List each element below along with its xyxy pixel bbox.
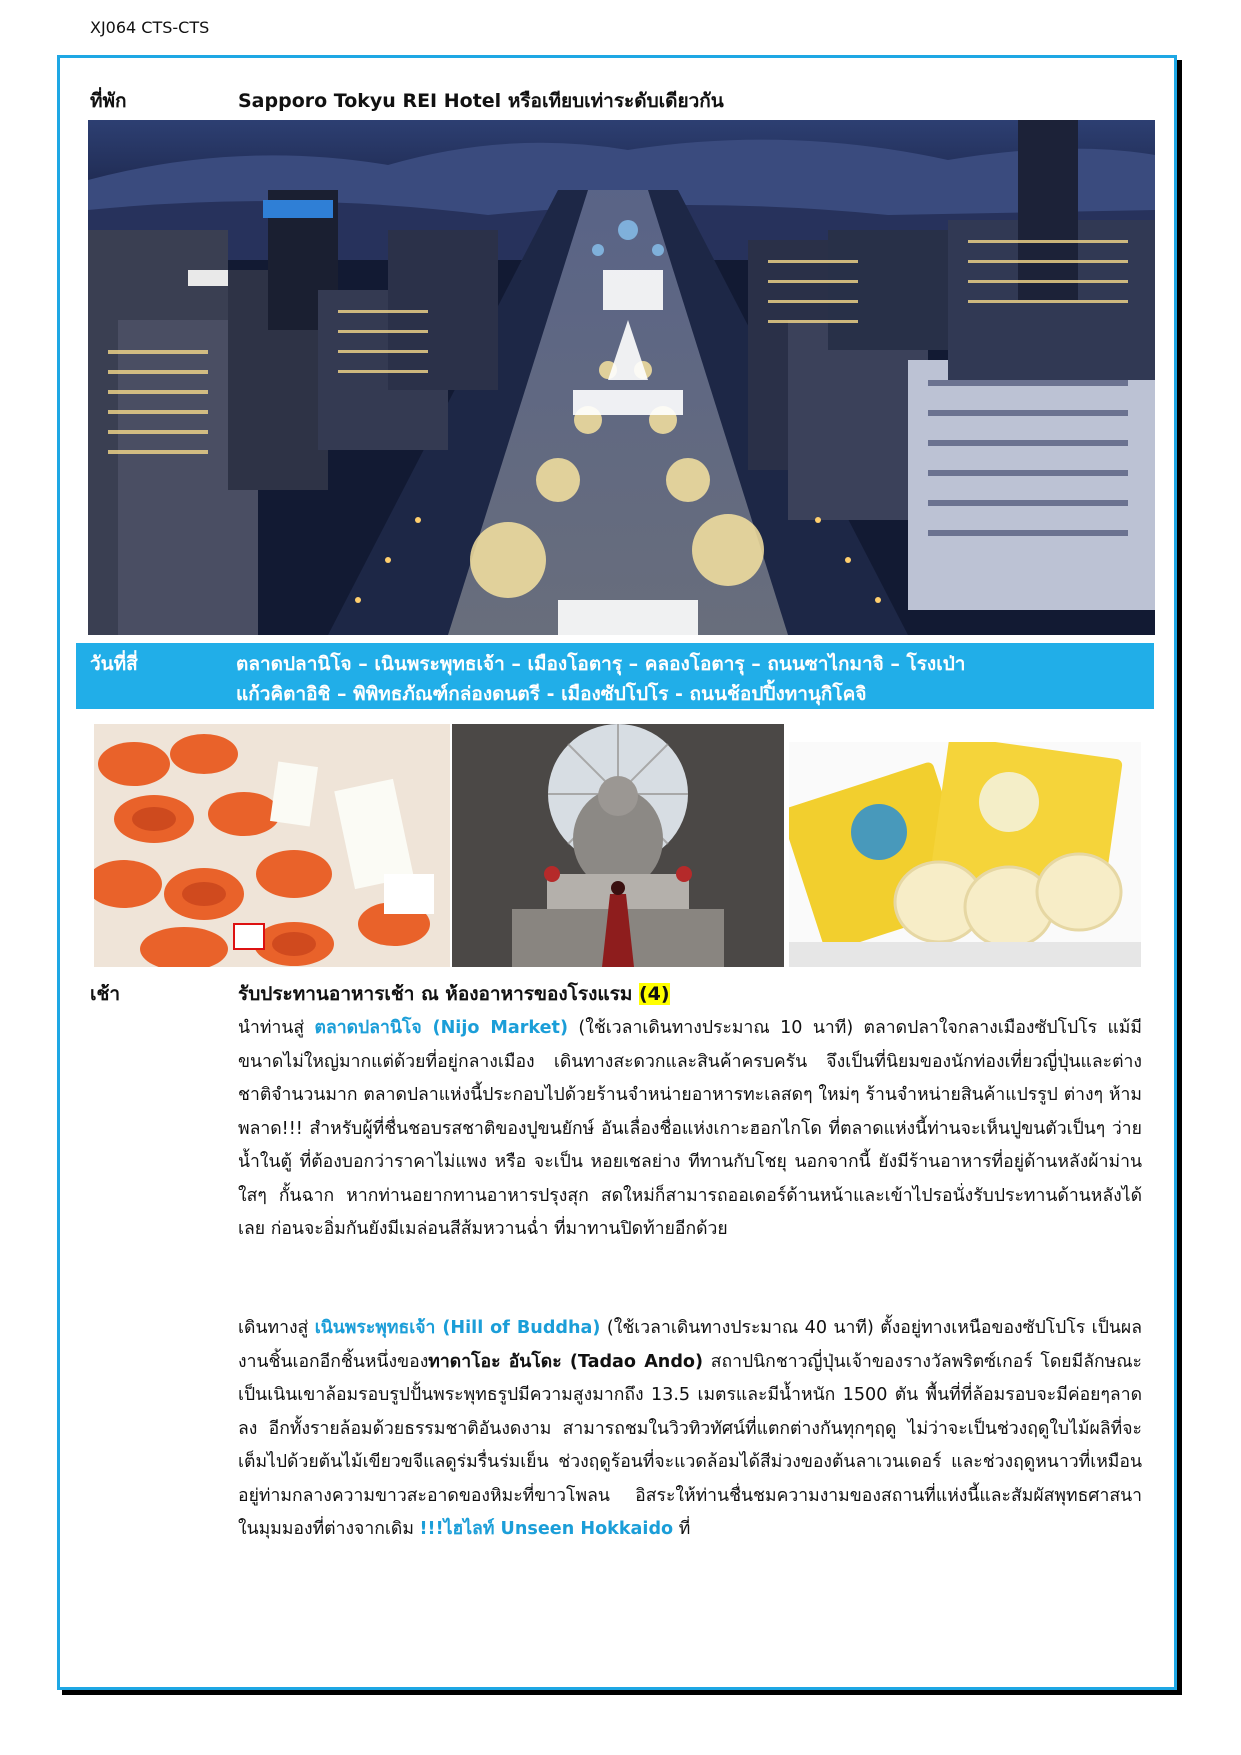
para2-mid: (ใช้เวลาเดินทางประมาณ 40 นาที) ตั้งอยู่ทางเหนือของซัปโปโร เป็นผลงานชิ้นเอกอีกชิ้นหนึ่งของ: [238, 1318, 1142, 1372]
para1-intro: นำท่านสู่: [238, 1018, 315, 1038]
sapporo-night-illustration: [88, 120, 1155, 635]
hill-of-buddha-photo: [452, 724, 784, 967]
breakfast-line: [238, 979, 670, 1009]
hill-of-buddha-paragraph: [238, 1312, 1142, 1547]
sapporo-night-photo: [88, 120, 1155, 635]
hotel-label: ที่พัก: [90, 90, 127, 112]
nijo-market-link: ตลาดปลานิโจ (Nijo Market): [314, 1018, 569, 1038]
day-banner: [76, 643, 1154, 709]
buddha-illustration: [452, 724, 784, 967]
para2-body: สถาปนิกชาวญี่ปุ่นเจ้าของรางวัลพริตซ์เกอร์ โดยมีลักษณะเป็นเนินเขาล้อมรอบรูปปั้นพระพุทธรูปมีความสูงมากถึง 13.5 เมตรและมีน้ำหนัก 1500 ตัน พื้นที่ที่ล้อมรอบจะมีค่อยๆลาดลง อีกทั้งรายล้อมด้วยธรรมชาติอันงดงาม สามารถชมในวิวทิวทัศน์ที่แตกต่างกันทุกๆฤดู ไม่ว่าจะเป็นช่วงฤดูใบไม้ผลิที่จะเต็มไปด้วยต้นไม้เขียวขจีแลดูร่มรื่นร่มเย็น ช่วงฤดูร้อนที่จะแวดล้อมได้สีม่วงของต้นลาเวนเดอร์ และช่วงฤดูหนาวที่เหมือนอยู่ท่ามกลางความขาวสะอาดของหิมะที่ขาวโพลน อิสระให้ท่านชื่นชมความงามของสถานที่แห่งนี้และสัมผัสพุทธศาสนาในมุมมองที่ต่างจากเดิม: [238, 1351, 1142, 1539]
document-code: XJ064 CTS-CTS: [90, 18, 210, 37]
architect-name: ทาดาโอะ อันโดะ (Tadao Ando): [428, 1351, 704, 1372]
day-route-line2: แก้วคิตาอิชิ – พิพิทธภัณฑ์กล่องดนตรี - เมืองซัปโปโร - ถนนช้อปปิ้งทานุกิโคจิ: [236, 683, 867, 705]
morning-label: เช้า: [90, 983, 121, 1005]
otaru-fromage-photo: [789, 742, 1141, 967]
para1-body: (ใช้เวลาเดินทางประมาณ 10 นาที) ตลาดปลาใจกลางเมืองซัปโปโร แม้มีขนาดไม่ใหญ่มากแต่ด้วยที่อยู่กลางเมือง เดินทางสะดวกและสินค้าครบครัน จึงเป็นที่นิยมของนักท่องเที่ยวญี่ปุ่นและต่างชาติจำนวนมาก ตลาดปลาแห่งนี้ประกอบไปด้วยร้านจำหน่ายอาหารทะเลสดๆ ใหม่ๆ ร้านจำหน่ายสินค้าแปรรูป ต่างๆ ห้ามพลาด!!! สำหรับผู้ที่ชื่นชอบรสชาติของปูขนยักษ์ อันเลื่องชื่อแห่งเกาะฮอกไกโด ที่ตลาดแห่งนี้ท่านจะเห็นปูขนตัวเป็นๆ ว่ายน้ำในตู้ ที่ต้องบอกว่าราคาไม่แพง หรือ จะเป็น หอยเชลย่าง ทีทานกับโชยุ นอกจากนี้ ยังมีร้านอาหารที่อยู่ด้านหลังผ้าม่านใสๆ กั้นฉาก หากท่านอยากทานอาหารปรุงสุก สดใหม่ก็สามารถออเดอร์ด้านหน้าและเข้าไปรอนั่งรับประทานด้านหลังได้เลย ก่อนจะอิ่มกันยังมีเมล่อนสีส้มหวานฉ่ำ ที่มาทานปิดท้ายอีกด้วย: [238, 1018, 1142, 1239]
breakfast-text: รับประทานอาหารเช้า ณ ห้องอาหารของโรงแรม: [238, 983, 633, 1005]
day-label: วันที่สี่: [90, 653, 138, 675]
para2-end: ที่: [673, 1519, 691, 1539]
crab-market-illustration: [94, 724, 450, 967]
crab-market-photo: [94, 724, 450, 967]
fromage-cookies-illustration: [789, 742, 1141, 967]
nijo-market-paragraph: [238, 1012, 1142, 1247]
day-route-line1: ตลาดปลานิโจ – เนินพระพุทธเจ้า – เมืองโอตารุ – คลองโอตารุ – ถนนซาไกมาจิ – โรงเป่า: [236, 653, 966, 675]
hill-of-buddha-link: เนินพระพุทธเจ้า (Hill of Buddha): [314, 1318, 601, 1338]
hotel-name: Sapporo Tokyu REI Hotel: [238, 90, 502, 112]
hotel-line: [238, 86, 724, 116]
para2-intro: เดินทางสู่: [238, 1318, 315, 1338]
meal-number-badge: (4): [638, 983, 670, 1005]
hotel-suffix: หรือเทียบเท่าระดับเดียวกัน: [507, 90, 724, 112]
unseen-hokkaido-highlight: !!!ไฮไลท์ Unseen Hokkaido: [419, 1519, 674, 1539]
